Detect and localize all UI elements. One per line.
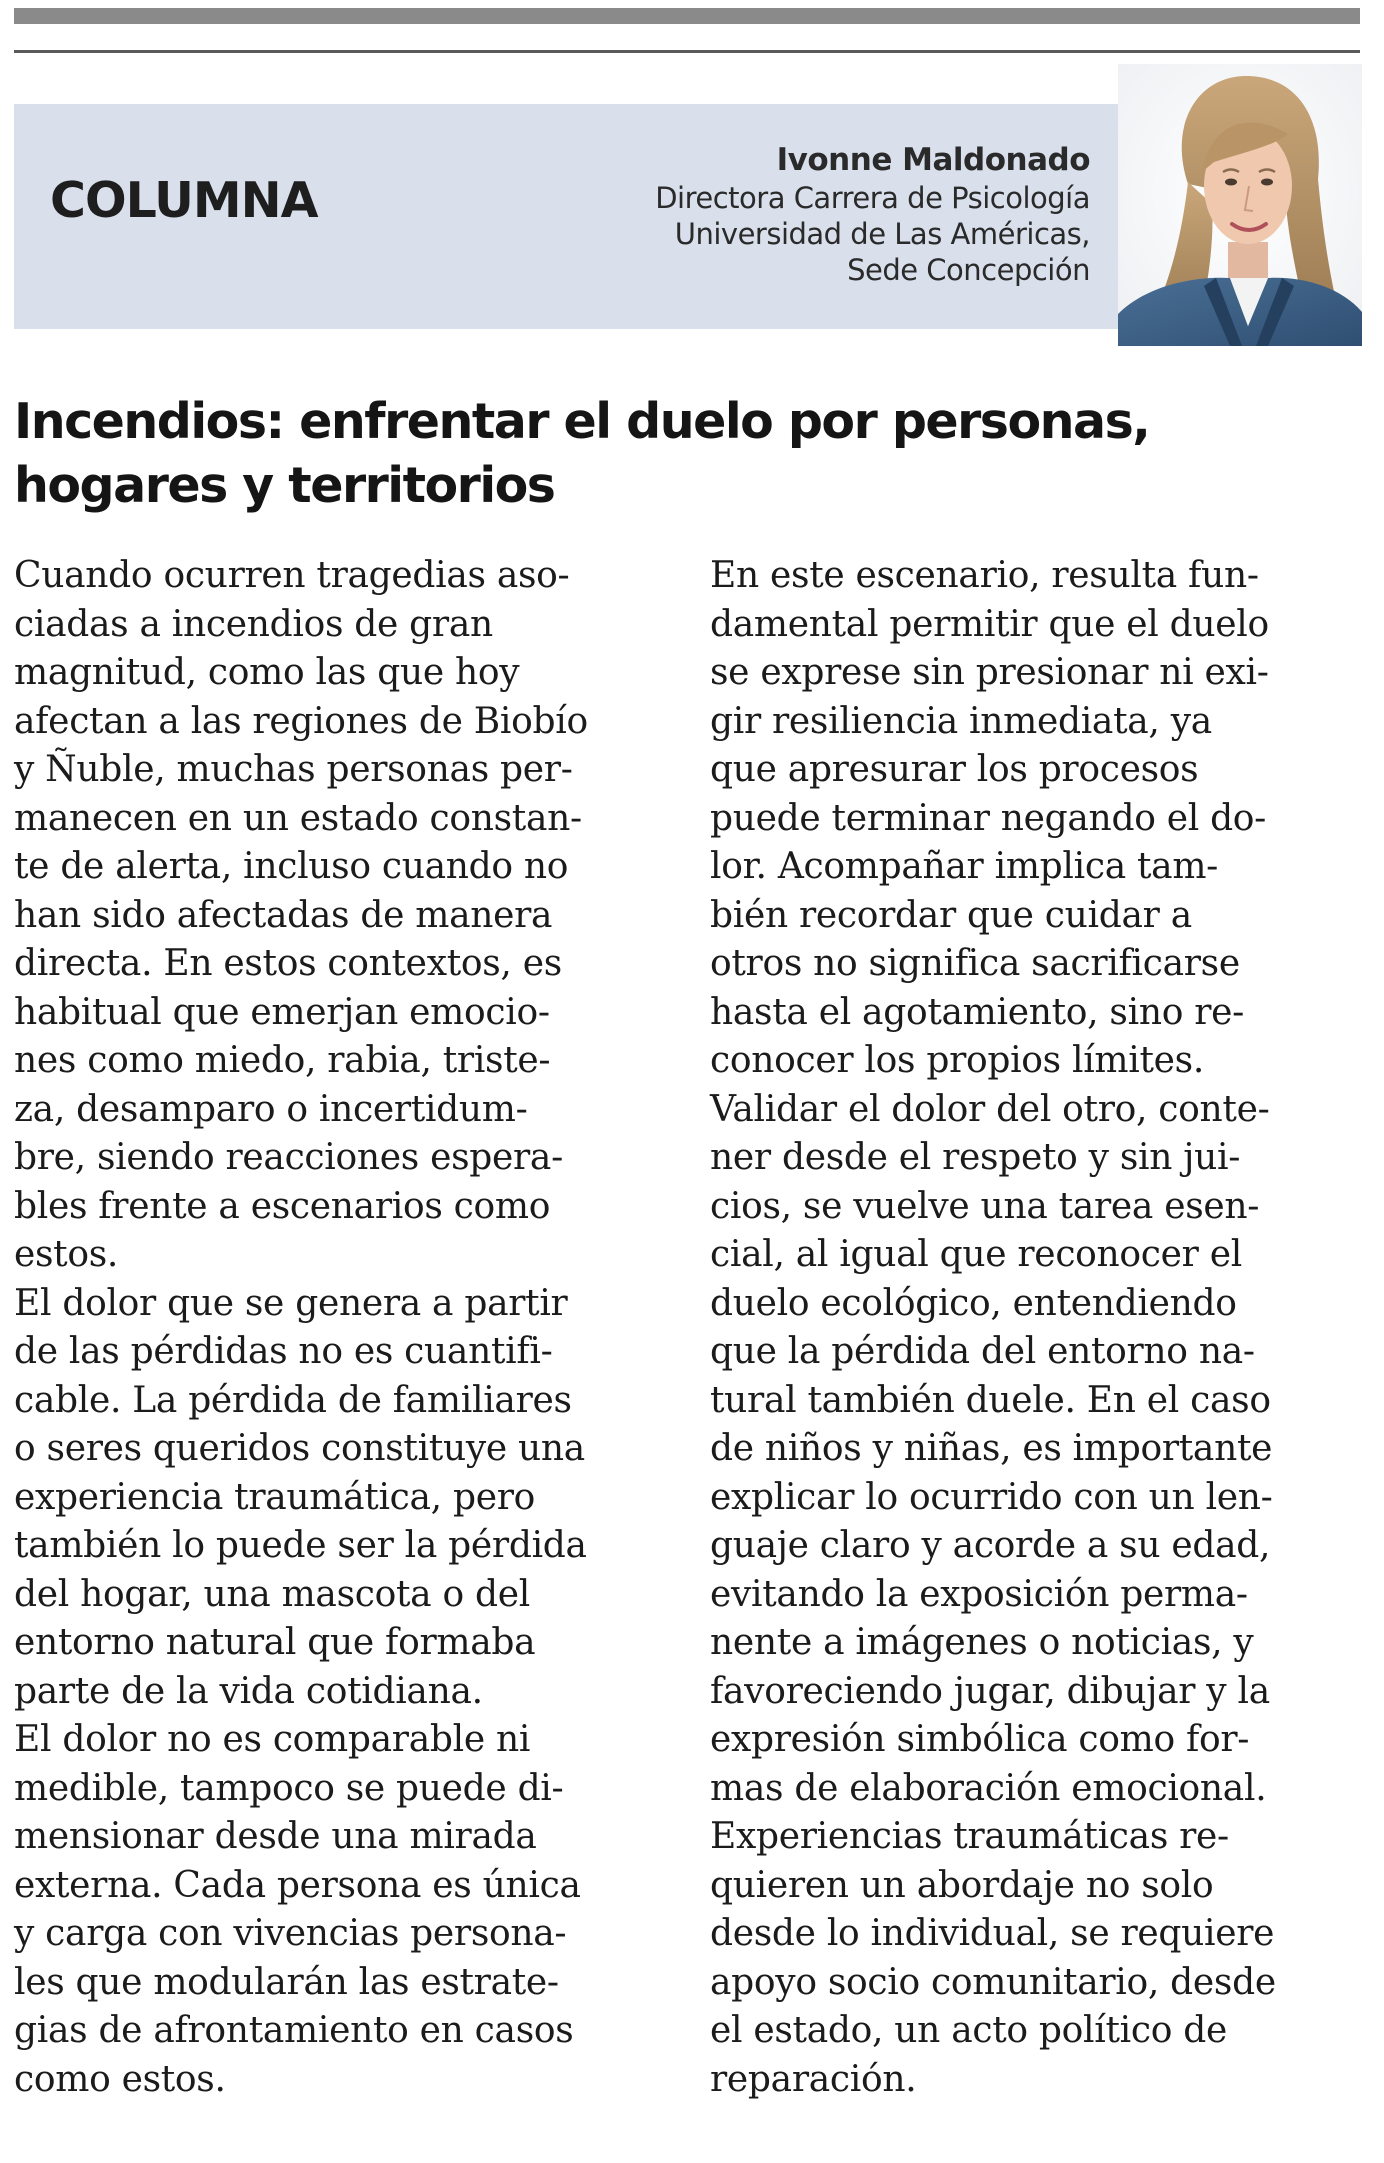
article-headline	[14, 390, 1354, 518]
body-line: otros no significa sacrificarse	[710, 943, 1240, 984]
body-line: Validar el dolor del otro, conte-	[710, 1088, 1270, 1130]
body-line: les que modularán las estrate-	[14, 1961, 559, 2003]
body-line: Experiencias traumáticas re-	[710, 1816, 1229, 1857]
body-line: conocer los propios límites.	[710, 1040, 1204, 1081]
body-line: estos.	[14, 1234, 119, 1275]
body-line: el estado, un acto político de	[710, 2010, 1227, 2051]
body-line: bles frente a escenarios como	[14, 1185, 551, 1227]
body-line: directa. En estos contextos, es	[14, 943, 562, 984]
body-line: y Ñuble, muchas personas per-	[14, 749, 573, 790]
body-line: mensionar desde una mirada	[14, 1816, 537, 1857]
body-paragraph	[14, 1716, 664, 2104]
body-line: de niños y niñas, es importante	[710, 1428, 1273, 1469]
body-line: explicar lo ocurrido con un len-	[710, 1476, 1273, 1518]
body-line: como estos.	[14, 2058, 226, 2100]
body-line: damental permitir que el duelo	[710, 603, 1269, 645]
body-line: nes como miedo, rabia, triste-	[14, 1040, 551, 1081]
body-paragraph	[14, 1280, 664, 1717]
body-line: externa. Cada persona es única	[14, 1864, 581, 1906]
article-column-right	[710, 552, 1355, 2104]
body-paragraph	[710, 1086, 1355, 1814]
body-line: En este escenario, resulta fun-	[710, 555, 1259, 596]
article-column-left	[14, 552, 664, 2104]
body-paragraph	[14, 552, 664, 1280]
body-line: gias de afrontamiento en casos	[14, 2010, 574, 2051]
body-line: bre, siendo reacciones espera-	[14, 1137, 563, 1178]
body-line: duelo ecológico, entendiendo	[710, 1282, 1237, 1324]
author-name: Ivonne Maldonado	[776, 142, 1090, 178]
body-line: guaje claro y acorde a su edad,	[710, 1525, 1271, 1566]
body-line: parte de la vida cotidiana.	[14, 1670, 483, 1712]
body-line: favoreciendo jugar, dibujar y la	[710, 1670, 1270, 1712]
body-line: nente a imágenes o noticias, y	[710, 1622, 1254, 1663]
body-line: El dolor no es comparable ni	[14, 1719, 531, 1760]
top-rule-thin	[14, 50, 1360, 53]
body-line: reparación.	[710, 2058, 917, 2100]
body-line: que apresurar los procesos	[710, 749, 1199, 790]
headline-line: hogares y territorios	[14, 457, 555, 514]
body-line: ner desde el respeto y sin jui-	[710, 1137, 1241, 1178]
body-line: que la pérdida del entorno na-	[710, 1331, 1255, 1372]
body-line: evitando la exposición perma-	[710, 1573, 1248, 1615]
body-line: desde lo individual, se requiere	[710, 1913, 1275, 1954]
body-line: puede terminar negando el do-	[710, 797, 1267, 839]
body-line: manecen en un estado constan-	[14, 797, 582, 839]
body-line: de las pérdidas no es cuantifi-	[14, 1331, 553, 1372]
body-line: han sido afectadas de manera	[14, 894, 553, 936]
body-line: mas de elaboración emocional.	[710, 1767, 1267, 1809]
body-line: apoyo socio comunitario, desde	[710, 1961, 1276, 2003]
body-line: lor. Acompañar implica tam-	[710, 846, 1219, 887]
body-line: también lo puede ser la pérdida	[14, 1525, 587, 1566]
author-portrait-image	[1118, 64, 1362, 346]
body-line: za, desamparo o incertidum-	[14, 1088, 528, 1130]
body-line: experiencia traumática, pero	[14, 1476, 536, 1518]
author-portrait	[1118, 64, 1362, 346]
body-paragraph	[710, 1813, 1355, 2104]
author-role-line: Sede Concepción	[847, 253, 1090, 287]
top-rule-thick	[14, 8, 1360, 24]
body-line: afectan a las regiones de Biobío	[14, 700, 588, 742]
body-line: Cuando ocurren tragedias aso-	[14, 555, 570, 596]
body-line: expresión simbólica como for-	[710, 1719, 1250, 1760]
body-line: cable. La pérdida de familiares	[14, 1379, 572, 1421]
body-line: tural también duele. En el caso	[710, 1379, 1271, 1421]
headline-line: Incendios: enfrentar el duelo por personas,	[14, 393, 1150, 450]
body-line: del hogar, una mascota o del	[14, 1573, 530, 1615]
author-role-line: Universidad de Las Américas,	[674, 217, 1090, 251]
body-line: magnitud, como las que hoy	[14, 652, 520, 693]
body-line: gir resiliencia inmediata, ya	[710, 700, 1212, 742]
author-role-line: Directora Carrera de Psicología	[655, 181, 1090, 215]
body-line: o seres queridos constituye una	[14, 1428, 585, 1469]
body-paragraph	[710, 552, 1355, 1086]
body-line: cial, al igual que reconocer el	[710, 1234, 1242, 1275]
section-label: COLUMNA	[50, 172, 318, 229]
body-line: entorno natural que formaba	[14, 1622, 536, 1663]
body-line: hasta el agotamiento, sino re-	[710, 991, 1245, 1033]
body-line: quieren un abordaje no solo	[710, 1864, 1214, 1906]
body-line: bién recordar que cuidar a	[710, 894, 1192, 936]
body-line: se exprese sin presionar ni exi-	[710, 652, 1269, 693]
body-line: ciadas a incendios de gran	[14, 603, 493, 645]
author-byline	[655, 140, 1090, 288]
body-line: medible, tampoco se puede di-	[14, 1767, 564, 1809]
body-line: El dolor que se genera a partir	[14, 1282, 568, 1324]
body-line: cios, se vuelve una tarea esen-	[710, 1185, 1260, 1227]
body-line: y carga con vivencias persona-	[14, 1913, 567, 1954]
body-line: habitual que emerjan emocio-	[14, 991, 550, 1033]
body-line: te de alerta, incluso cuando no	[14, 846, 569, 887]
